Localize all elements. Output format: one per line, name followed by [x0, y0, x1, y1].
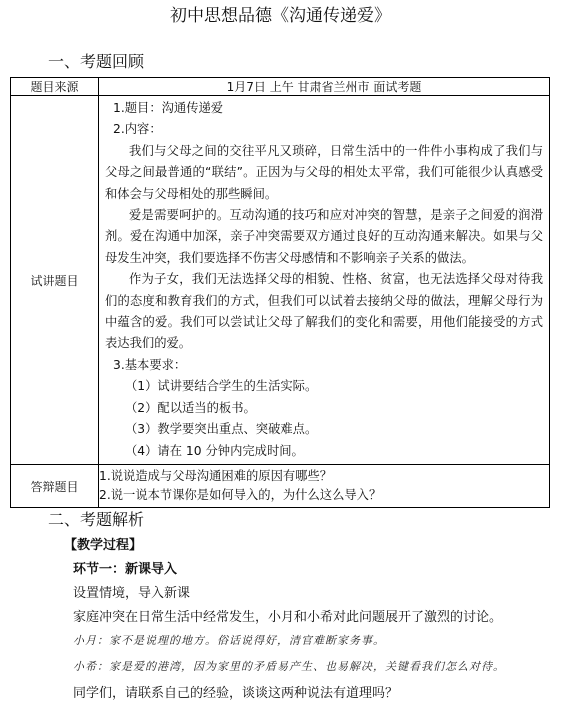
process-line: 同学们，请联系自己的经验，谈谈这两种说法有道理吗？ [73, 686, 399, 701]
requirements-heading: 3.基本要求： [113, 357, 187, 372]
section-title-analysis: 二、考题解析 [48, 510, 145, 529]
requirement-item: （3）教学要突出重点、突破难点。 [125, 422, 318, 437]
defense-question: 2.说一说本节课你是如何导入的，为什么这么导入？ [99, 488, 382, 502]
topic-line: 1.题目：沟通传递爱 [113, 101, 224, 115]
requirement-item: （1）试讲要结合学生的生活实际。 [125, 379, 318, 394]
content-paragraph-1: 我们与父母之间的交往平凡又琐碎，日常生活中的一件件小事构成了我们与父母之间最普通的“联结”。正因为与父母的相处太平常，我们可能很少认真感受和体会与父母相处的那些瞬间。 [105, 143, 543, 201]
defense-content [99, 465, 550, 508]
table-row-lecture [11, 96, 550, 465]
process-line: 设置情境，导入新课 [73, 586, 191, 601]
table-row-defense [11, 465, 550, 508]
defense-label: 答辩题目 [11, 465, 99, 508]
content-paragraph-3: 作为子女，我们无法选择父母的相貌、性格、贫富，也无法选择父母对待我们的态度和教育我们的方式，但我们可以试着去接纳父母的做法，理解父母行为中蕴含的爱。我们可以尝试让父母了解我们的变化和需要，用他们能接受的方式表达我们的爱。 [105, 272, 543, 351]
lecture-label: 试讲题目 [11, 96, 99, 465]
source-value: 1月7日 上午 甘肃省兰州市 面试考题 [99, 78, 550, 96]
source-label: 题目来源 [11, 78, 99, 96]
exam-table [10, 77, 550, 508]
content-heading: 2.内容： [113, 122, 162, 137]
process-heading: 【教学过程】 [64, 538, 143, 553]
step-heading: 环节一：新课导入 [73, 562, 178, 577]
section-title-review: 一、考题回顾 [48, 52, 145, 71]
dialogue-line-xiaoyue: 小月：家不是说理的地方。俗话说得好，清官难断家务事。 [73, 634, 385, 647]
process-line: 家庭冲突在日常生活中经常发生，小月和小希对此问题展开了激烈的讨论。 [73, 610, 503, 625]
content-paragraph-2: 爱是需要呵护的。互动沟通的技巧和应对冲突的智慧，是亲子之间爱的润滑剂。爱在沟通中加深，亲子冲突需要双方通过良好的互动沟通来解决。如果与父母发生冲突，我们要选择不伤害父母感情和不影响亲子关系的做法。 [105, 208, 543, 265]
defense-question: 1.说说造成与父母沟通困难的原因有哪些？ [99, 469, 333, 483]
table-row-source [11, 78, 550, 96]
document-title: 初中思想品德《沟通传递爱》 [170, 6, 391, 26]
lecture-content [99, 96, 550, 465]
requirement-item: （2）配以适当的板书。 [125, 400, 256, 415]
requirement-item: （4）请在 10 分钟内完成时间。 [125, 443, 304, 458]
dialogue-line-xiaoxi: 小希：家是爱的港湾，因为家里的矛盾易产生、也易解决，关键看我们怎么对待。 [73, 660, 505, 673]
